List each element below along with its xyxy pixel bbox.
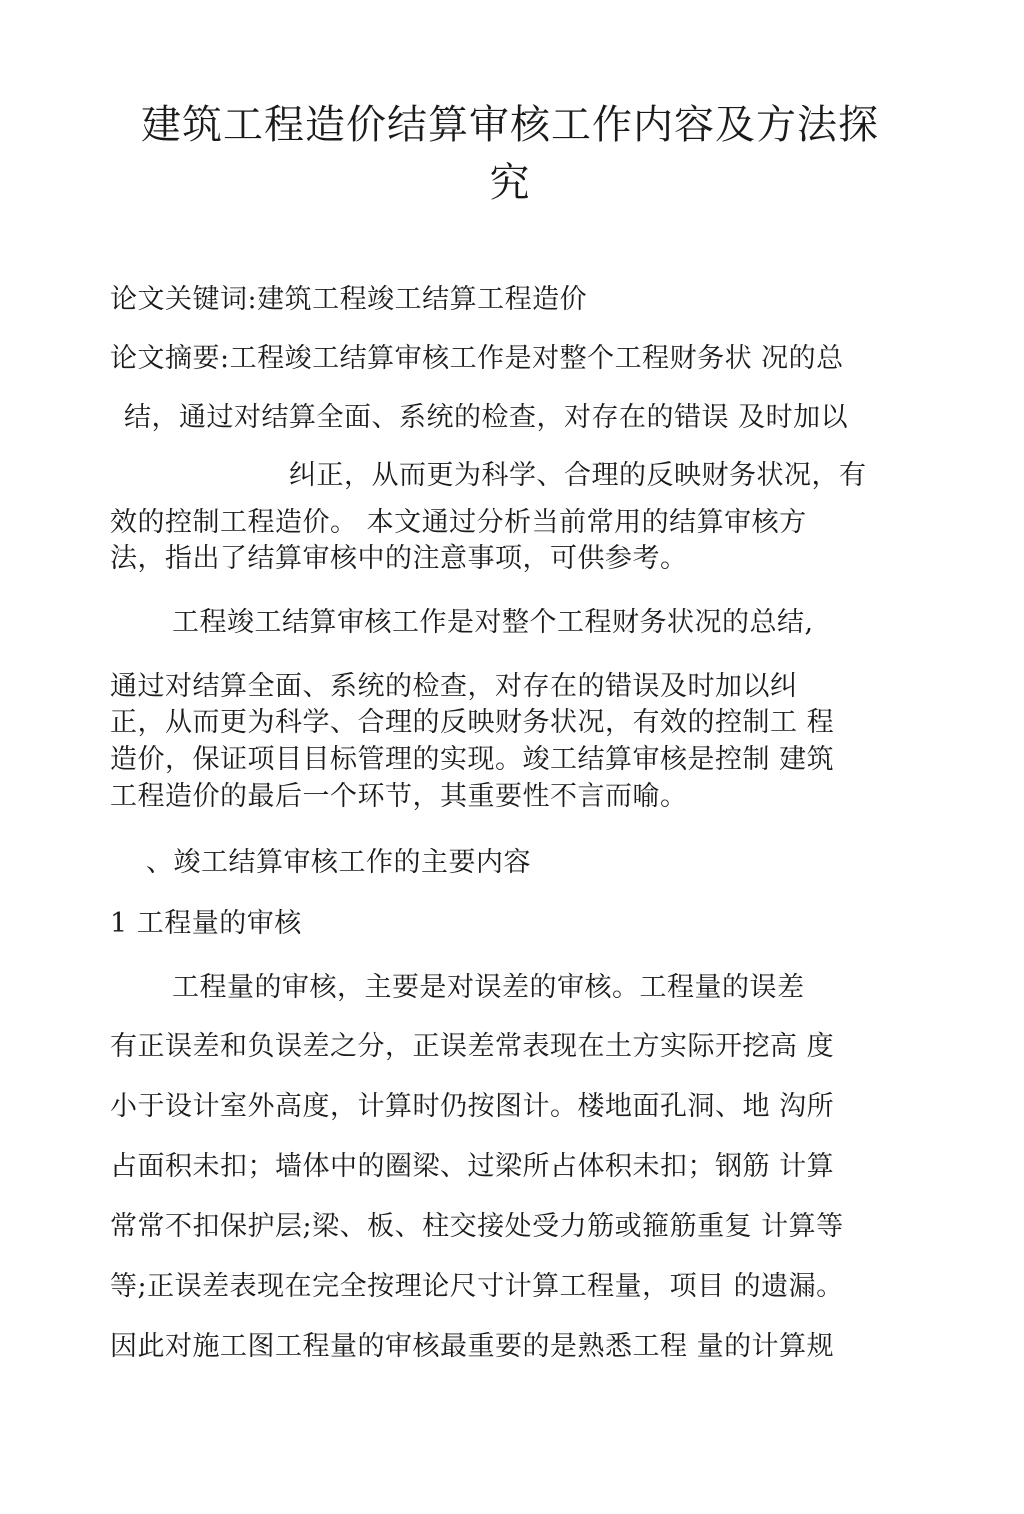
body-line: 因此对施工图工程量的审核最重要的是熟悉工程 量的计算规 [110, 1331, 835, 1362]
body-line: 工程量的审核，主要是对误差的审核。工程量的误差 [172, 972, 805, 1003]
abstract-line: 结，通过对结算全面、系统的检查，对存在的错误 及时加以 [124, 402, 849, 433]
intro-line: 造价，保证项目目标管理的实现。竣工结算审核是控制 建筑 [110, 744, 835, 775]
body-line: 有正误差和负误差之分，正误差常表现在土方实际开挖高 度 [110, 1031, 835, 1062]
abstract-line: 法，指出了结算审核中的注意事项，可供参考。 [110, 543, 688, 574]
document-title-line-1: 建筑工程造价结算审核工作内容及方法探 [141, 102, 879, 148]
body-line: 小于设计室外高度，计算时仍按图计。楼地面孔洞、地 沟所 [110, 1091, 835, 1122]
section-heading: 、竣工结算审核工作的主要内容 [146, 847, 531, 878]
intro-line: 通过对结算全面、系统的检查，对存在的错误及时加以纠 [110, 671, 798, 702]
intro-line: 工程造价的最后一个环节，其重要性不言而喻。 [110, 781, 688, 812]
intro-line: 工程竣工结算审核工作是对整个工程财务状况的总结, [172, 607, 814, 638]
keywords-line: 论文关键词:建筑工程竣工结算工程造价 [110, 284, 588, 315]
intro-line: 正，从而更为科学、合理的反映财务状况，有效的控制工 程 [110, 707, 835, 738]
body-line: 占面积未扣；墙体中的圈梁、过梁所占体积未扣；钢筋 计算 [110, 1151, 835, 1182]
abstract-line: 纠正，从而更为科学、合理的反映财务状况，有 [289, 460, 867, 491]
body-line: 常常不扣保护层;梁、板、柱交接处受力筋或箍筋重复 计算等 [110, 1211, 844, 1242]
abstract-line: 效的控制工程造价。 本文通过分析当前常用的结算审核方 [110, 507, 807, 538]
abstract-line: 论文摘要:工程竣工结算审核工作是对整个工程财务状 况的总 [110, 343, 844, 374]
body-line: 等;正误差表现在完全按理论尺寸计算工程量，项目 的遗漏。 [110, 1271, 844, 1302]
document-title-line-2: 究 [489, 160, 531, 206]
subsection-heading: 1 工程量的审核 [110, 908, 302, 939]
